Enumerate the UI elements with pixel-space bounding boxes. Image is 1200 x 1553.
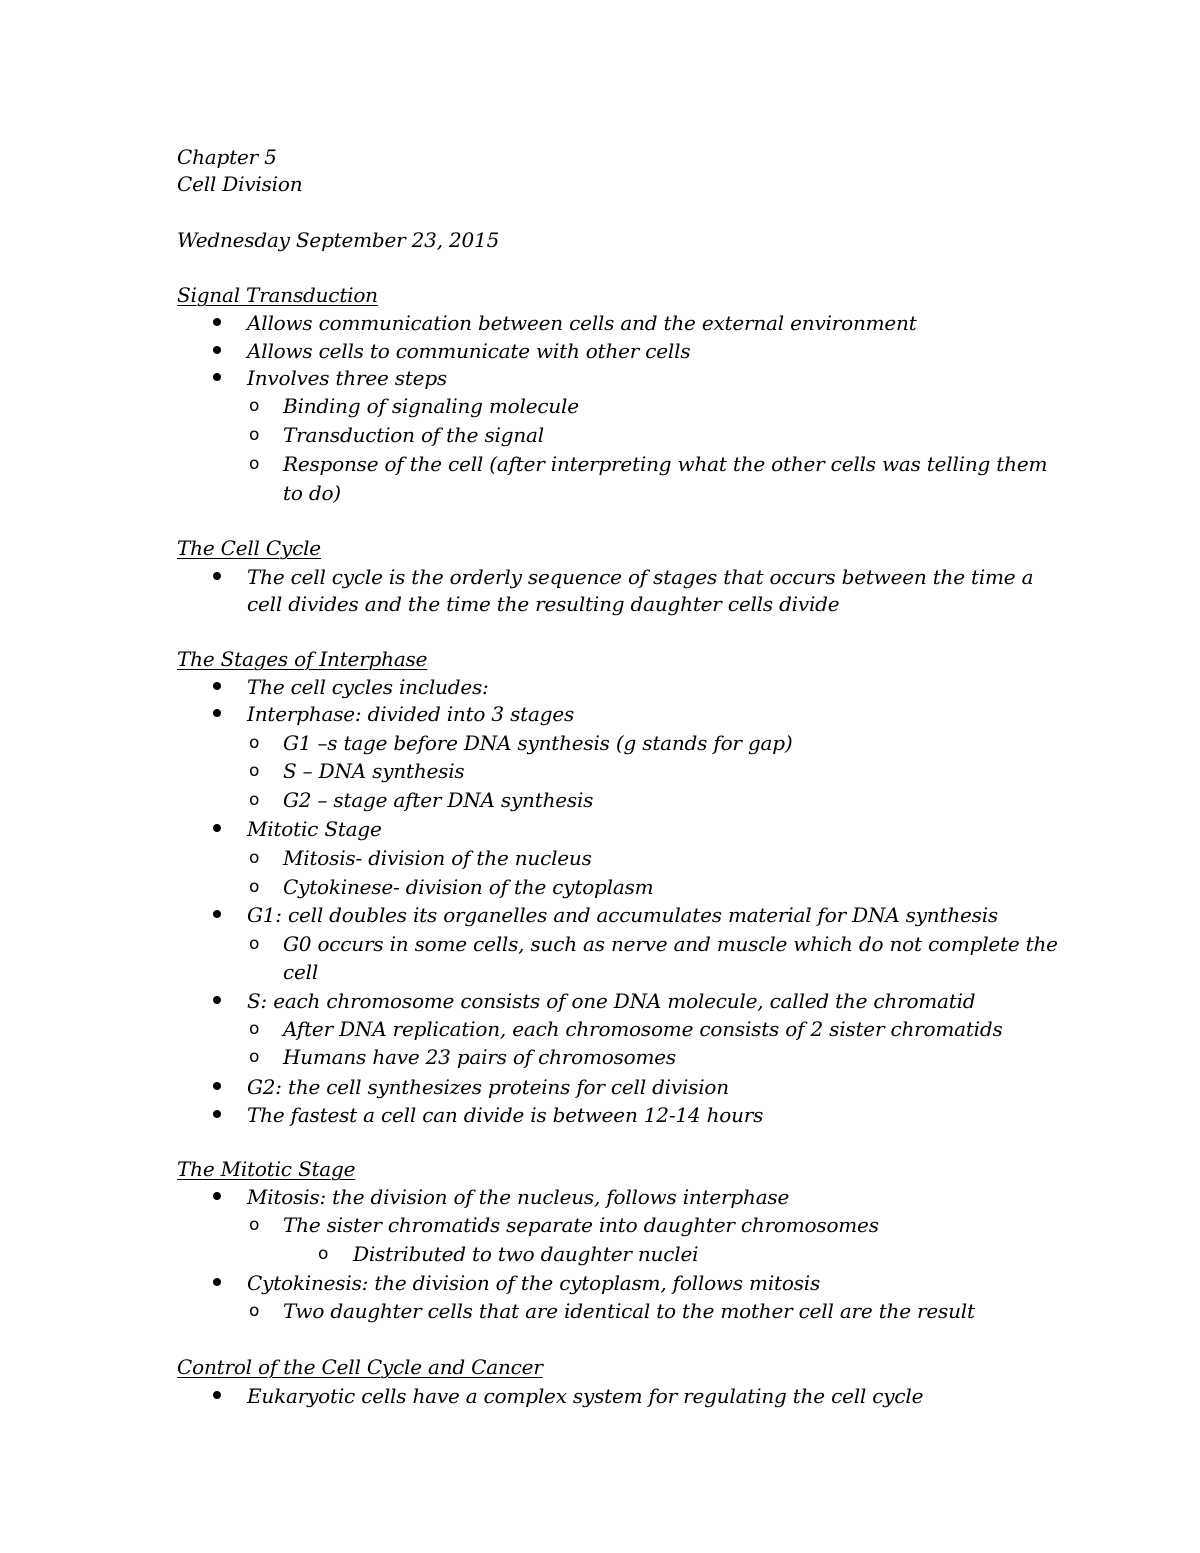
sub-bullet-icon: o	[249, 934, 260, 954]
sub-list-item: After DNA replication, each chromosome consists of 2 sister chromatids	[283, 1017, 1003, 1041]
list-item: Allows communication between cells and the external environment	[247, 311, 917, 335]
sub-list-item: The sister chromatids separate into daughter chromosomes	[283, 1213, 879, 1237]
bullet-icon	[213, 824, 221, 832]
section-heading-interphase: The Stages of Interphase	[177, 647, 428, 671]
sub-list-item-continued: cell	[283, 960, 319, 984]
section-heading-mitotic-stage: The Mitotic Stage	[177, 1157, 356, 1181]
sub-bullet-icon: o	[249, 1019, 260, 1039]
list-item: The cell cycles includes:	[247, 675, 489, 699]
list-item: S: each chromosome consists of one DNA molecule, called the chromatid	[247, 989, 976, 1013]
chapter-label: Chapter 5	[177, 145, 277, 169]
sub-list-item: G0 occurs in some cells, such as nerve and muscle which do not complete the	[283, 932, 1058, 956]
list-item: The cell cycle is the orderly sequence of stages that occurs between the time a	[247, 565, 1034, 589]
date-line: Wednesday September 23, 2015	[177, 228, 500, 252]
sub-list-item: G2 – stage after DNA synthesis	[283, 788, 594, 812]
sub-bullet-icon: o	[249, 761, 260, 781]
sub-bullet-icon: o	[249, 396, 260, 416]
sub-bullet-icon: o	[249, 1301, 260, 1321]
list-item: Cytokinesis: the division of the cytoplasm, follows mitosis	[247, 1271, 821, 1295]
sub-list-item: Binding of signaling molecule	[283, 394, 579, 418]
list-item: G1: cell doubles its organelles and accumulates material for DNA synthesis	[247, 903, 998, 927]
sub-list-item: Humans have 23 pairs of chromosomes	[283, 1045, 676, 1069]
bullet-icon	[213, 1082, 221, 1090]
list-item: Allows cells to communicate with other cells	[247, 339, 691, 363]
sub-list-item: Response of the cell (after interpreting what the other cells was telling them	[283, 452, 1048, 476]
sub-list-item: Two daughter cells that are identical to the mother cell are the result	[283, 1299, 975, 1323]
sub-bullet-icon: o	[249, 733, 260, 753]
list-item: Eukaryotic cells have a complex system for regulating the cell cycle	[247, 1384, 924, 1408]
list-item: Mitosis: the division of the nucleus, follows interphase	[247, 1185, 790, 1209]
bullet-icon	[213, 1110, 221, 1118]
sub-bullet-icon: o	[249, 1047, 260, 1067]
sub-sub-bullet-icon: o	[318, 1244, 329, 1264]
bullet-icon	[213, 709, 221, 717]
bullet-icon	[213, 1391, 221, 1399]
section-heading-signal-transduction: Signal Transduction	[177, 283, 378, 307]
sub-bullet-icon: o	[249, 877, 260, 897]
bullet-icon	[213, 572, 221, 580]
bullet-icon	[213, 346, 221, 354]
sub-list-item: Transduction of the signal	[283, 423, 544, 447]
bullet-icon	[213, 996, 221, 1004]
sub-bullet-icon: o	[249, 848, 260, 868]
list-item: Involves three steps	[247, 366, 447, 390]
list-item: Mitotic Stage	[247, 817, 382, 841]
sub-bullet-icon: o	[249, 425, 260, 445]
bullet-icon	[213, 682, 221, 690]
bullet-icon	[213, 910, 221, 918]
bullet-icon	[213, 1192, 221, 1200]
section-heading-control: Control of the Cell Cycle and Cancer	[177, 1355, 543, 1379]
sub-sub-list-item: Distributed to two daughter nuclei	[353, 1242, 699, 1266]
sub-list-item: Mitosis- division of the nucleus	[283, 846, 592, 870]
section-heading-cell-cycle: The Cell Cycle	[177, 536, 321, 560]
sub-list-item: Cytokinese- division of the cytoplasm	[283, 875, 654, 899]
bullet-icon	[213, 1278, 221, 1286]
list-item-continued: cell divides and the time the resulting daughter cells divide	[247, 592, 840, 616]
document-title: Cell Division	[177, 172, 303, 196]
sub-list-item: G1 –s tage before DNA synthesis (g stands for gap)	[283, 731, 793, 755]
bullet-icon	[213, 318, 221, 326]
list-item: G2: the cell synthesizes proteins for cell division	[247, 1075, 729, 1099]
sub-bullet-icon: o	[249, 790, 260, 810]
list-item: Interphase: divided into 3 stages	[247, 702, 575, 726]
sub-list-item: S – DNA synthesis	[283, 759, 465, 783]
sub-bullet-icon: o	[249, 1215, 260, 1235]
sub-bullet-icon: o	[249, 454, 260, 474]
bullet-icon	[213, 373, 221, 381]
list-item: The fastest a cell can divide is between 12-14 hours	[247, 1103, 764, 1127]
sub-list-item-continued: to do)	[283, 481, 341, 505]
